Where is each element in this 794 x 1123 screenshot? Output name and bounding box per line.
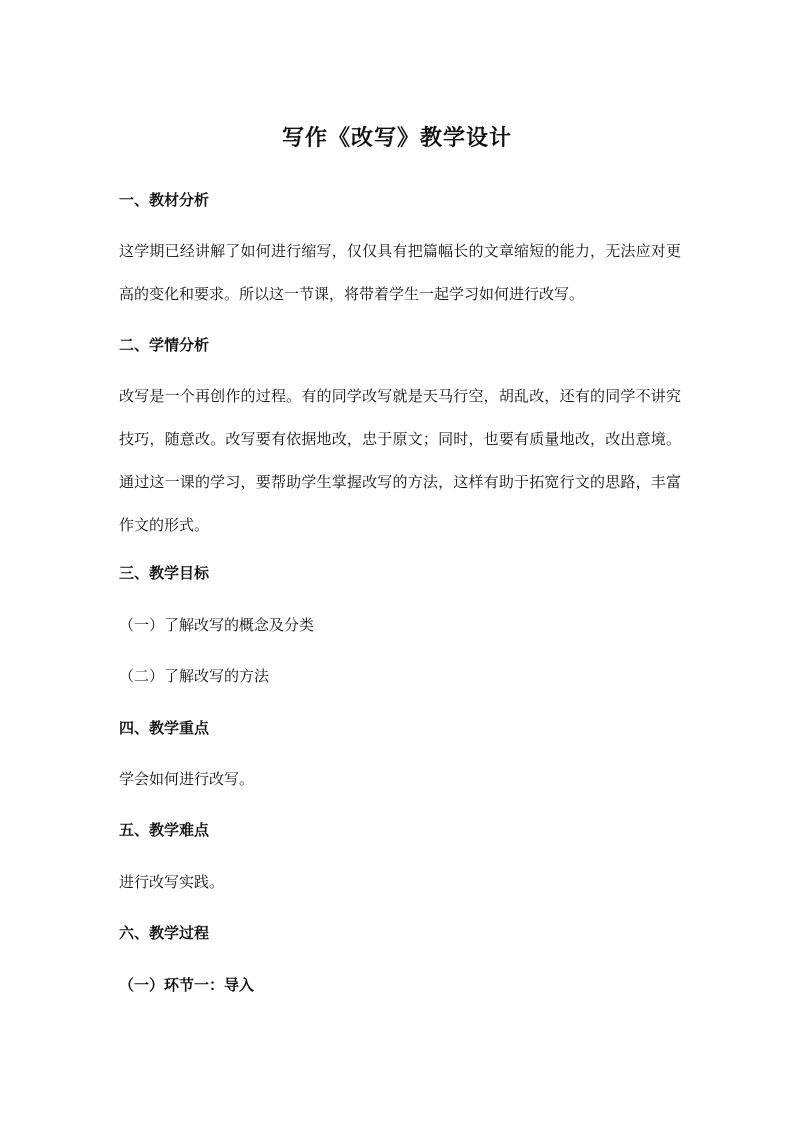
section-body-textbook-analysis: 这学期已经讲解了如何进行缩写，仅仅具有把篇幅长的文章缩短的能力，无法应对更高的变化和要求。所以这一节课，将带着学生一起学习如何进行改写。: [119, 242, 681, 303]
section-body-student-analysis: 改写是一个再创作的过程。有的同学改写就是天马行空，胡乱改，还有的同学不讲究技巧，随意改。改写要有依据地改，忠于原文；同时，也要有质量地改，改出意境。通过这一课的学习，要帮助学生掌握改写的方法，这样有助于拓宽行文的思路，丰富作文的形式。: [119, 387, 681, 534]
subsection-heading-introduction: （一）环节一：导入: [119, 976, 255, 994]
section-heading-teaching-objectives: 三、教学目标: [119, 564, 210, 582]
objective-item-1: （一）了解改写的概念及分类: [119, 616, 315, 634]
section-heading-teaching-process: 六、教学过程: [119, 924, 210, 942]
section-body-key-points: 学会如何进行改写。: [119, 770, 255, 788]
section-heading-textbook-analysis: 一、教材分析: [119, 191, 210, 209]
section-heading-difficulties: 五、教学难点: [119, 821, 210, 839]
section-body-difficulties: 进行改写实践。: [119, 873, 225, 891]
objective-item-2: （二）了解改写的方法: [119, 667, 270, 685]
section-heading-student-analysis: 二、学情分析: [119, 336, 210, 354]
document-title: 写作《改写》教学设计: [281, 126, 512, 151]
section-heading-key-points: 四、教学重点: [119, 719, 210, 737]
